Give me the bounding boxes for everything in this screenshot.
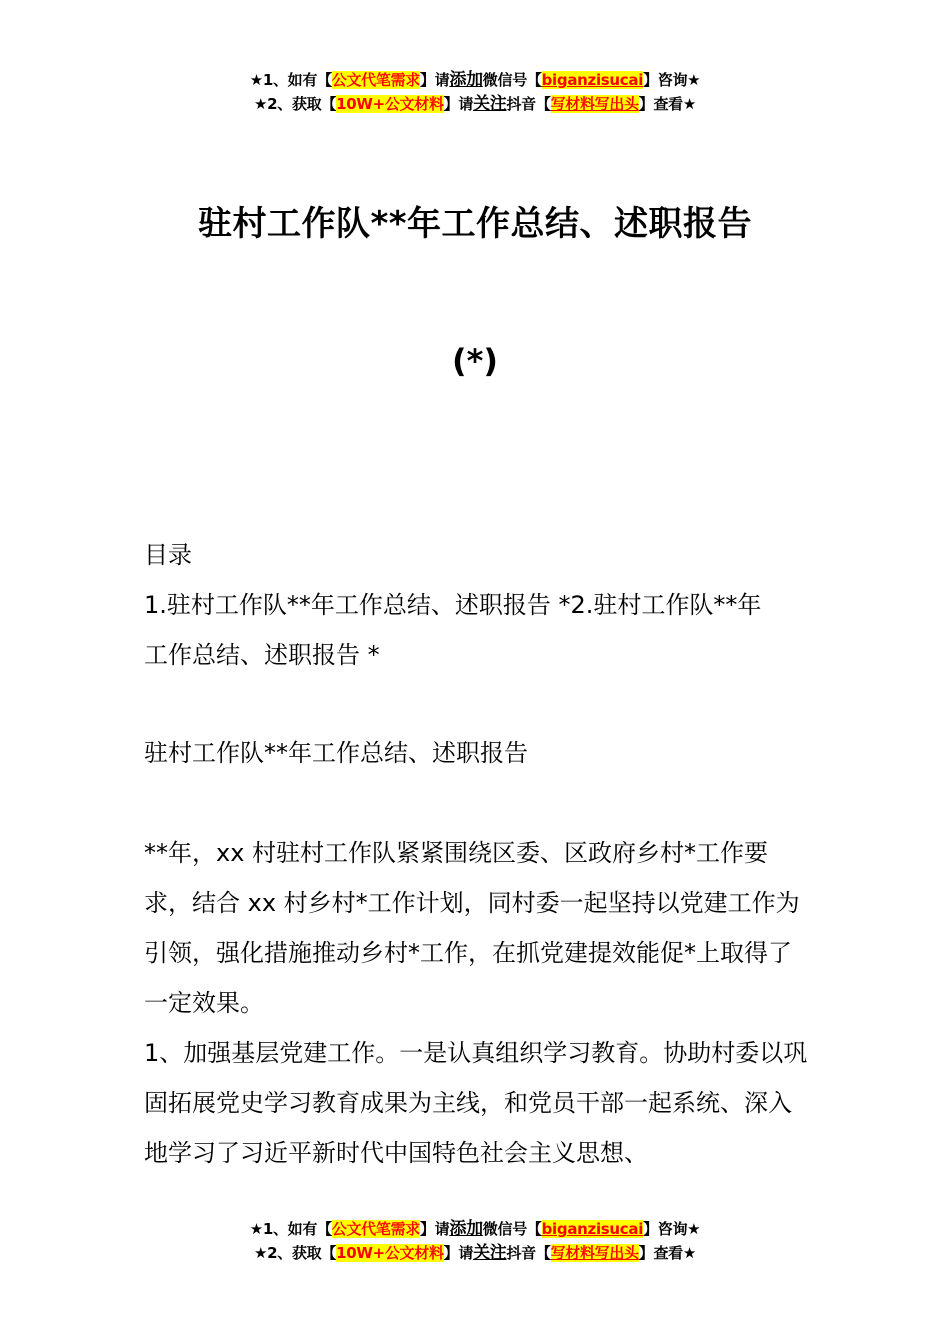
banner-text: 】咨询★ (643, 1220, 701, 1238)
toc-entry[interactable]: 工作总结、述职报告 * (144, 641, 380, 669)
banner-text: ★1、如有【 (249, 71, 332, 89)
highlight-text: 公文代笔需求 (331, 1220, 420, 1238)
banner-text: ★2、获取【 (253, 1244, 337, 1262)
banner-text: 微信号【 (482, 1220, 542, 1238)
document-subtitle: (*) (452, 342, 498, 380)
highlight-text: 10W+公文材料 (336, 1244, 444, 1262)
table-of-contents (144, 530, 809, 680)
header-banner (0, 68, 950, 116)
banner-text: 】请 (419, 71, 450, 89)
underlined-text: 添加 (449, 70, 483, 90)
banner-text: 】查看★ (638, 1244, 697, 1262)
paragraph: **年，xx 村驻村工作队紧紧围绕区委、区政府乡村*工作要求，结合 xx 村乡村*工作计划，同村委一起坚持以党建工作为引领，强化措施推动乡村*工作，在抓党建提效能促*上取得了一定效果。 (144, 839, 800, 1017)
underlined-text: 关注 (473, 94, 507, 114)
banner-text: ★2、获取【 (253, 95, 337, 113)
banner-line-2 (0, 92, 950, 116)
banner-text: 抖音【 (506, 1244, 551, 1262)
underlined-text: 关注 (473, 1243, 507, 1263)
document-body (144, 828, 809, 1178)
douyin-account-link[interactable]: 写材料写出头 (550, 95, 639, 113)
banner-text: 】请 (419, 1220, 450, 1238)
banner-line-2 (0, 1241, 950, 1265)
toc-heading: 目录 (144, 541, 192, 569)
document-title: 驻村工作队**年工作总结、述职报告 (197, 204, 753, 244)
highlight-text: 公文代笔需求 (331, 71, 420, 89)
highlight-text: 10W+公文材料 (336, 95, 444, 113)
banner-text: 】咨询★ (643, 71, 701, 89)
banner-text: 】请 (443, 1244, 474, 1262)
douyin-account-link[interactable]: 写材料写出头 (550, 1244, 639, 1262)
banner-line-1 (0, 1217, 950, 1241)
banner-text: ★1、如有【 (249, 1220, 332, 1238)
section-title: 驻村工作队**年工作总结、述职报告 (144, 739, 528, 767)
wechat-id-link[interactable]: biganzisucai (541, 1220, 644, 1238)
section-heading (144, 728, 809, 778)
banner-text: 抖音【 (506, 95, 551, 113)
toc-entry[interactable]: 1.驻村工作队**年工作总结、述职报告 *2.驻村工作队**年 (144, 591, 762, 619)
banner-line-1 (0, 68, 950, 92)
wechat-id-link[interactable]: biganzisucai (541, 71, 644, 89)
underlined-text: 添加 (449, 1219, 483, 1239)
footer-banner (0, 1217, 950, 1265)
banner-text: 微信号【 (482, 71, 542, 89)
banner-text: 】请 (443, 95, 474, 113)
paragraph: 1、加强基层党建工作。一是认真组织学习教育。协助村委以巩固拓展党史学习教育成果为主线，和党员干部一起系统、深入地学习了习近平新时代中国特色社会主义思想、 (144, 1039, 808, 1167)
banner-text: 】查看★ (638, 95, 697, 113)
